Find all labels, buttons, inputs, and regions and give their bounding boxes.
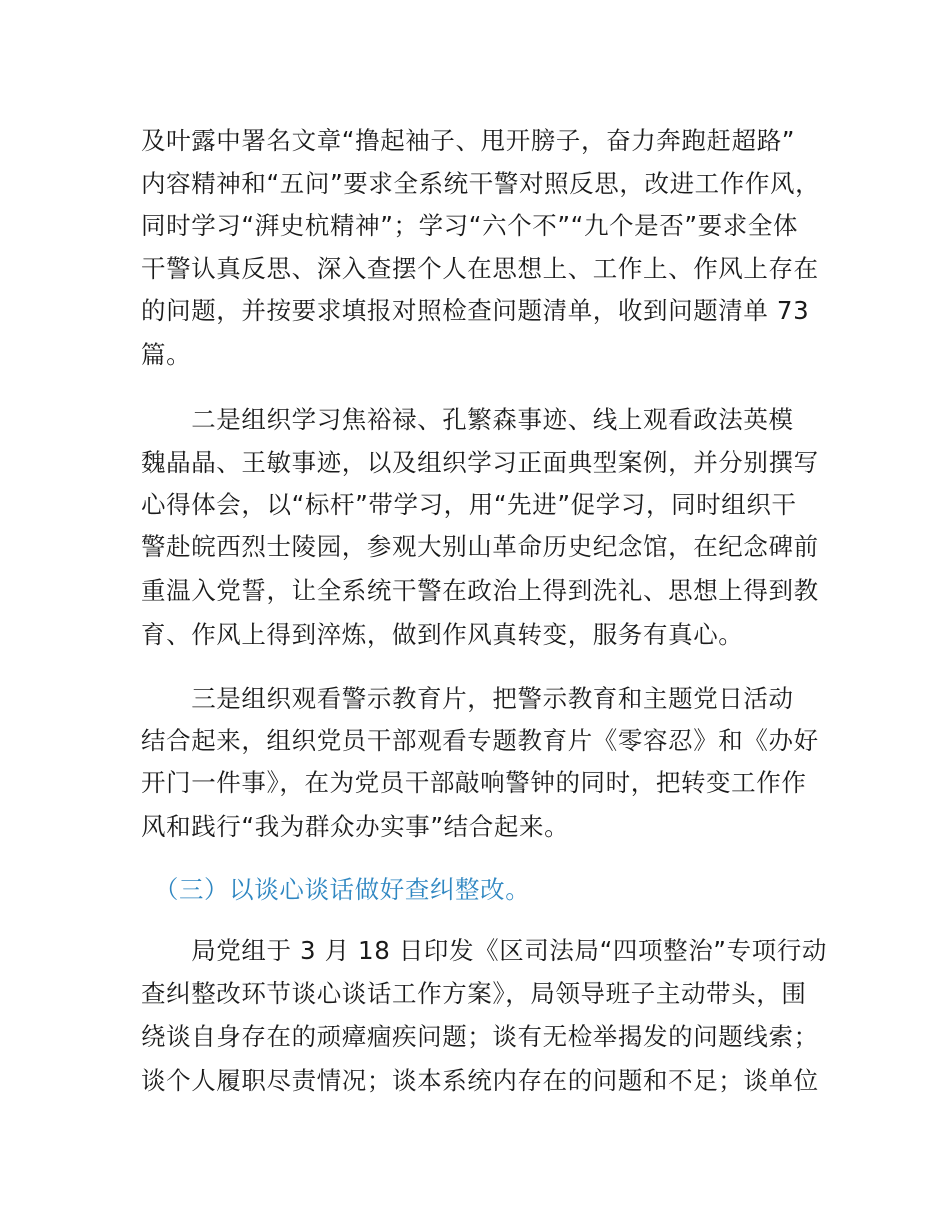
paragraph-line: 警赴皖西烈士陵园，参观大别山革命历史纪念馆，在纪念碑前: [141, 532, 819, 561]
paragraph-line: 风和践行“我为群众办实事”结合起来。: [141, 812, 570, 841]
paragraph-line: 同时学习“湃史杭精神”；学习“六个不”“九个是否”要求全体: [141, 211, 799, 240]
paragraph-line: 三是组织观看警示教育片，把警示教育和主题党日活动: [141, 684, 794, 713]
section-heading: （三）以谈心谈话做好查纠整改。: [141, 875, 531, 904]
paragraph-line: 开门一件事》，在为党员干部敲响警钟的同时，把转变工作作: [141, 768, 807, 797]
paragraph-line: 及叶露中署名文章“撸起袖子、甩开膀子，奋力奔跑赶超路”: [141, 126, 796, 155]
paragraph-line: 干警认真反思、深入查摆个人在思想上、工作上、作风上存在: [141, 254, 819, 283]
paragraph-line: 心得体会，以“标杆”带学习，用“先进”促学习，同时组织干: [141, 490, 797, 519]
paragraph-line: 绕谈自身存在的顽瘴痼疾问题；谈有无检举揭发的问题线索；: [141, 1022, 819, 1051]
paragraph-line: 谈个人履职尽责情况；谈本系统内存在的问题和不足；谈单位: [141, 1066, 819, 1095]
paragraph-line: 内容精神和“五问”要求全系统干警对照反思，改进工作作风，: [141, 169, 821, 198]
paragraph-line: 结合起来，组织党员干部观看专题教育片《零容忍》和《办好: [141, 726, 819, 755]
paragraph-line: 篇。: [141, 340, 192, 369]
paragraph-line: 魏晶晶、王敏事迹，以及组织学习正面典型案例，并分别撰写: [141, 448, 819, 477]
paragraph-line: 二是组织学习焦裕禄、孔繁森事迹、线上观看政法英模: [141, 405, 794, 434]
paragraph-line: 局党组于 3 月 18 日印发《区司法局“四项整治”专项行动: [141, 936, 827, 965]
paragraph-line: 育、作风上得到淬炼，做到作风真转变，服务有真心。: [141, 620, 744, 649]
paragraph-line: 查纠整改环节谈心谈话工作方案》，局领导班子主动带头，围: [141, 979, 807, 1008]
paragraph-line: 的问题，并按要求填报对照检查问题清单，收到问题清单 73: [141, 296, 810, 325]
paragraph-line: 重温入党誓，让全系统干警在政治上得到洗礼、思想上得到教: [141, 576, 819, 605]
